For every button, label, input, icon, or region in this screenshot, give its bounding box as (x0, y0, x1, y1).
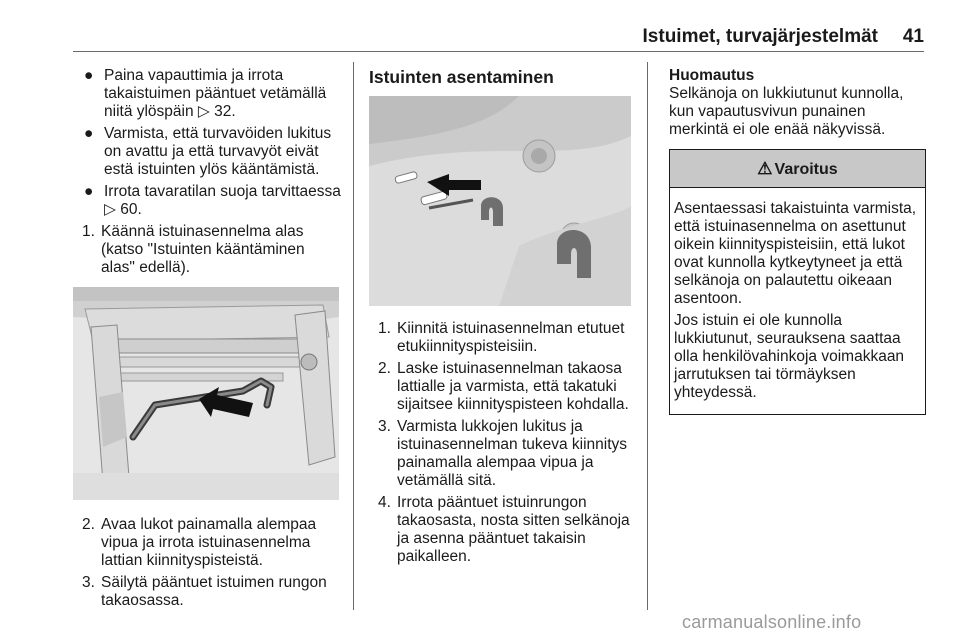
illustration-seat-latch (73, 287, 339, 500)
column-2 (369, 67, 633, 570)
warning-box (669, 149, 926, 415)
section-heading: Istuinten asentaminen (369, 67, 554, 87)
column-3 (669, 67, 926, 415)
step-item: 3. Säilytä pääntuet istuimen rungon takaosassa. (82, 574, 327, 609)
list-item: ● Irrota tavaratilan suoja tarvittaessa ▷ 60. (84, 183, 341, 218)
note-text: Selkänoja on lukkiutunut kunnolla, kun vapautusvivun punainen merkintä ei ole enää näkyvissä. (669, 85, 904, 138)
step-item: 4. Irrota pääntuet istuinrungon takaosasta, nosta sitten selkänoja ja asenna pääntuet takaisin paikalleen. (378, 494, 630, 565)
step-item: 2. Laske istuinasennelman takaosa lattialle ja varmista, että takatuki sijaitsee kiinnityspisteen kohdalla. (378, 360, 629, 413)
warning-paragraph: Asentaessasi takaistuinta varmista, että istuinasennelma on asettunut oikein kiinnityspisteisiin, että lukot ovat kunnolla kytkeytyneet ja että selkänoja on palautettu oikeaan asentoon. (674, 200, 917, 307)
page-title: Istuimet, turvajärjestelmät (642, 26, 878, 47)
page-header (73, 28, 924, 52)
warning-triangle-icon: ⚠ (757, 159, 773, 178)
column-1 (73, 67, 341, 614)
step-item: 1. Käännä istuinasennelma alas (katso "Istuinten kääntäminen alas" edellä). (82, 223, 305, 276)
list-item: ● Paina vapauttimia ja irrota takaistuimen pääntuet vetämällä niitä ylöspäin ▷ 32. (84, 67, 327, 120)
list-item: ● Varmista, että turvavöiden lukitus on avattu ja että turvavyöt eivät estä istuinten ylös kääntämistä. (84, 125, 332, 178)
note-heading: Huomautus (669, 67, 755, 84)
warning-header (670, 150, 925, 188)
step-list-start (73, 223, 341, 277)
step-list-continued (73, 516, 341, 610)
step-item: 2. Avaa lukot painamalla alempaa vipua ja irrota istuinasennelma lattian kiinnityspisteistä. (82, 516, 317, 569)
warning-paragraph: Jos istuin ei ole kunnolla lukkiutunut, seurauksena saattaa olla henkilövahinkoja voimakkaan jarrutuksen tai törmäyksen yhteydessä. (674, 312, 905, 401)
install-steps (369, 320, 633, 566)
watermark: carmanualsonline.info (682, 612, 862, 632)
warning-body (670, 188, 925, 414)
step-item: 3. Varmista lukkojen lukitus ja istuinasennelman tukeva kiinnitys painamalla alempaa vipua ja vetämällä sitä. (378, 418, 628, 489)
page-number: 41 (902, 26, 924, 47)
bullet-list (73, 67, 341, 219)
step-item: 1. Kiinnitä istuinasennelman etutuet etukiinnityspisteisiin. (378, 320, 625, 355)
column-divider-left (353, 62, 354, 610)
illustration-anchor-points (369, 96, 631, 306)
warning-title: Varoitus (774, 161, 838, 178)
column-divider-right (647, 62, 648, 610)
